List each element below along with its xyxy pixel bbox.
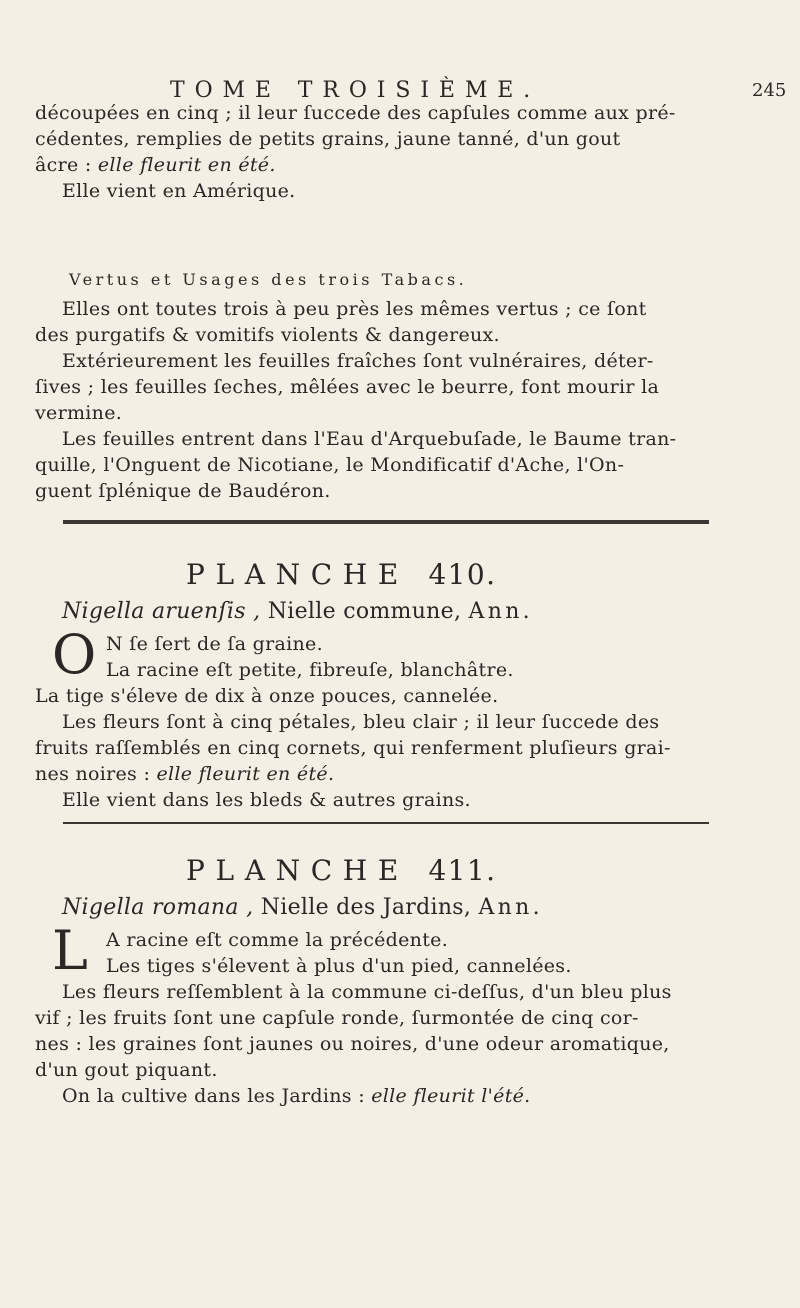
- text-fragment: On la cultive dans les Jardins :: [62, 1085, 365, 1107]
- plant-name-line: [62, 598, 533, 626]
- text-line: Elles ont toutes trois à peu près les mêmes vertus ; ce ſont: [62, 298, 647, 320]
- text-line: Extérieurement les feuilles fraîches ſont vulnéraires, déter-: [62, 350, 654, 372]
- plate-heading: [186, 854, 496, 887]
- plate-number: 411.: [428, 854, 497, 887]
- text-line: Les fleurs reſſemblent à la commune ci-deſſus, d'un bleu plus: [62, 981, 672, 1003]
- drop-cap: L: [52, 919, 88, 982]
- divider-rule: [63, 822, 709, 824]
- text-line: vif ; les fruits ſont une capſule ronde, ſurmontée de cinq cor-: [35, 1007, 639, 1029]
- plate-label: PLANCHE: [186, 854, 409, 887]
- common-name: Nielle des Jardins,: [260, 895, 472, 920]
- plate-label: PLANCHE: [186, 558, 409, 591]
- flowering-note: elle fleurit en été.: [156, 763, 335, 785]
- text-line: nes : les graines ſont jaunes ou noires, d'une odeur aromatique,: [35, 1033, 670, 1055]
- plate-number: 410.: [428, 558, 497, 591]
- text-line: Elle vient en Amérique.: [62, 180, 296, 202]
- author-abbrev: Ann.: [478, 895, 543, 920]
- text-line: ſives ; les feuilles ſeches, mêlées avec le beurre, font mourir la: [35, 376, 660, 398]
- latin-name: Nigella aruenſis ,: [62, 599, 261, 624]
- text-line: [35, 153, 276, 177]
- text-line: N ſe ſert de ſa graine.: [106, 633, 323, 655]
- text-line: La tige s'éleve de dix à onze pouces, cannelée.: [35, 685, 499, 707]
- text-line: Les tiges s'élevent à plus d'un pied, cannelées.: [106, 955, 572, 977]
- text-line: des purgatifs & vomitifs violents & dangereux.: [35, 324, 500, 346]
- running-title: TOME TROISIÈME.: [170, 78, 541, 103]
- text-line: Elle vient dans les bleds & autres grains.: [62, 789, 471, 811]
- text-line: Les fleurs ſont à cinq pétales, bleu clair ; il leur ſuccede des: [62, 711, 660, 733]
- text-line: découpées en cinq ; il leur ſuccede des capſules comme aux pré-: [35, 102, 676, 124]
- author-abbrev: Ann.: [468, 599, 533, 624]
- text-line: Les feuilles entrent dans l'Eau d'Arquebuſade, le Baume tran-: [62, 428, 677, 450]
- text-line: quille, l'Onguent de Nicotiane, le Mondificatif d'Ache, l'On-: [35, 454, 625, 476]
- section-title: Vertus et Usages des trois Tabacs.: [69, 270, 468, 289]
- flowering-note: elle fleurit en été.: [97, 154, 276, 176]
- common-name: Nielle commune,: [267, 599, 462, 624]
- plant-name-line: [62, 894, 543, 922]
- text-fragment: nes noires :: [35, 763, 151, 785]
- text-line: [62, 1084, 531, 1108]
- text-line: [35, 762, 334, 786]
- text-line: vermine.: [35, 402, 123, 424]
- text-line: guent ſplénique de Baudéron.: [35, 480, 331, 502]
- page-number: 245: [752, 80, 787, 101]
- plate-heading: [186, 558, 496, 591]
- drop-cap: O: [52, 623, 97, 686]
- text-line: fruits raſſemblés en cinq cornets, qui renferment pluſieurs grai-: [35, 737, 671, 759]
- divider-rule: [63, 520, 709, 524]
- text-line: d'un gout piquant.: [35, 1059, 218, 1081]
- flowering-note: elle fleurit l'été.: [371, 1085, 531, 1107]
- text-line: cédentes, remplies de petits grains, jaune tanné, d'un gout: [35, 128, 621, 150]
- latin-name: Nigella romana ,: [62, 895, 254, 920]
- text-line: La racine eſt petite, fibreuſe, blanchâtre.: [106, 659, 514, 681]
- text-line: A racine eſt comme la précédente.: [106, 929, 449, 951]
- text-fragment: âcre :: [35, 154, 92, 176]
